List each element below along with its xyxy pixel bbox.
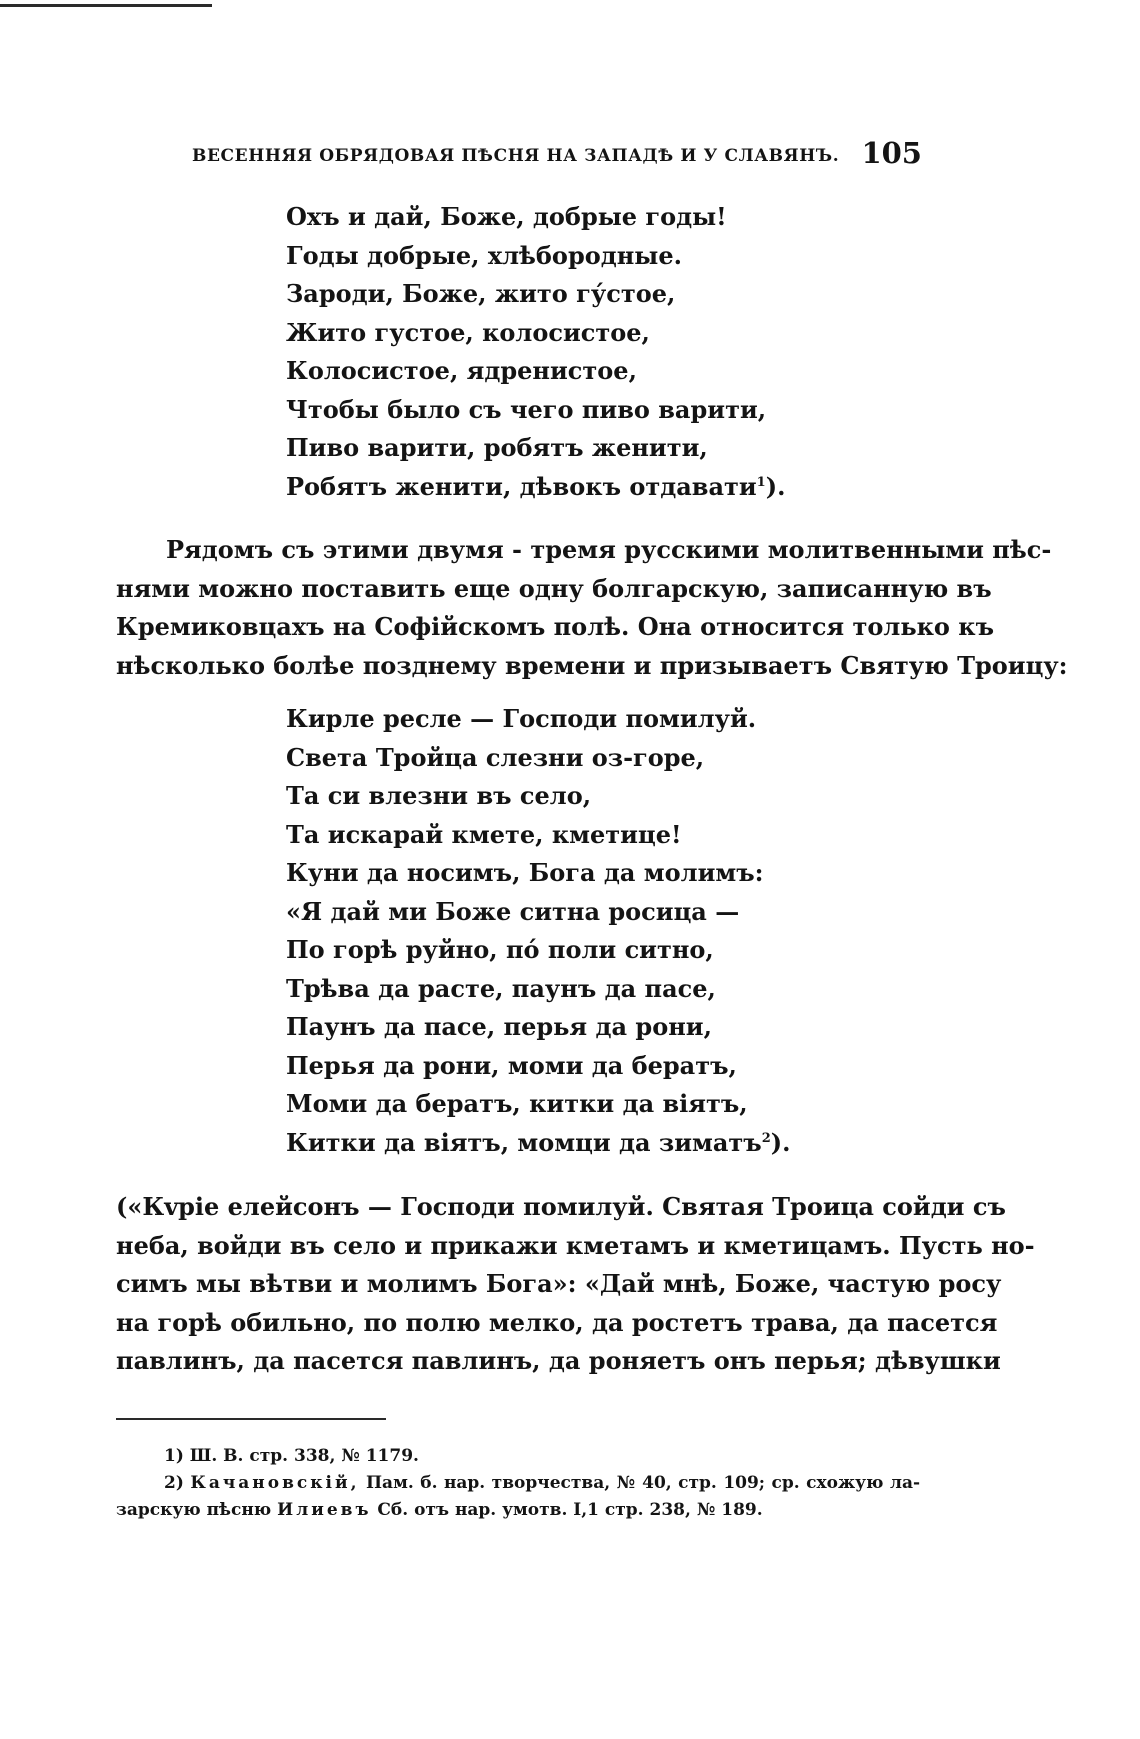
verse-line: Та искарай кмете, кметице!	[286, 819, 682, 849]
verse-line: Колосистое, ядренистое,	[286, 356, 637, 385]
verse-bulgarian-song	[286, 700, 790, 1162]
verse-line: Чтобы было съ чего пиво варити,	[286, 394, 767, 424]
footnote-2-author-2: Илиевъ	[277, 1500, 372, 1520]
paragraph-line: Рядомъ съ этими двумя - тремя русскими молитвенными пѣс-	[166, 535, 1052, 564]
verse-line: Перья да рони, моми да бератъ,	[286, 1050, 737, 1080]
footnote-2-author: Качановскій,	[190, 1473, 360, 1493]
running-head	[192, 136, 922, 176]
verse-line-text: Китки да віятъ, момци да зиматъ	[286, 1127, 762, 1157]
paragraph-line: павлинъ, да пасется павлинъ, да роняетъ онъ перья; дѣвушки	[116, 1346, 1001, 1376]
footnote-2-line-2	[116, 1497, 920, 1524]
paragraph-line: на горѣ обильно, по полю мелко, да ростетъ трава, да пасется	[116, 1307, 998, 1337]
verse-line: Паунъ да пасе, перья да рони,	[286, 1012, 712, 1041]
footnote-1: 1) Ш. В. стр. 338, № 1179.	[164, 1446, 419, 1466]
paragraph-line: («Кvріе елейсонъ — Господи помилуй. Святая Троица сойди съ	[116, 1192, 1006, 1221]
verse-line: Охъ и дай, Боже, добрые годы!	[286, 202, 727, 231]
verse-line: По горѣ руйно, пó поли ситно,	[286, 935, 714, 964]
verse-line: Света Тройца слезни оз-горе,	[286, 742, 705, 772]
verse-closing: ).	[765, 471, 786, 501]
footnotes	[116, 1443, 920, 1524]
verse-line: Та си влезни въ село,	[286, 781, 592, 810]
top-edge-rule	[0, 4, 212, 7]
footnote-2-text: Сб. отъ нар. умотв. I,1 стр. 238, № 189.	[377, 1500, 763, 1520]
verse-line: Моми да бератъ, китки да віятъ,	[286, 1089, 748, 1118]
verse-line: Жито густое, колосистое,	[286, 317, 650, 347]
verse-line: Кирле ресле — Господи помилуй.	[286, 704, 757, 733]
paragraph-line: симъ мы вѣтви и молимъ Бога»: «Дай мнѣ, Боже, частую росу	[116, 1269, 1002, 1299]
paragraph-line: неба, войди въ село и прикажи кметамъ и кметицамъ. Пусть но-	[116, 1230, 1035, 1260]
verse-line: Трѣва да расте, паунъ да пасе,	[286, 973, 716, 1003]
paragraph-bulgarian-intro	[116, 531, 1068, 685]
footnote-ref-2: 2	[761, 1130, 771, 1146]
paragraph-line: нями можно поставить еще одну болгарскую, записанную въ	[116, 573, 992, 603]
paragraph-line: нѣсколько болѣе позднему времени и призываетъ Святую Троицу:	[116, 650, 1068, 680]
footnote-2-text: зарскую пѣсню	[116, 1500, 272, 1520]
footnote-separator	[116, 1418, 386, 1420]
footnote-2-text: Пам. б. нар. творчества, № 40, стр. 109; ср. схожую ла-	[366, 1473, 921, 1493]
paragraph-translation	[116, 1188, 1035, 1381]
page-number: 105	[861, 136, 922, 170]
footnote-2-line-1	[116, 1470, 920, 1497]
paragraph-line: Кремиковцахъ на Софійскомъ полѣ. Она относится только къ	[116, 612, 995, 642]
verse-russian-song	[286, 198, 785, 506]
verse-line: Пиво варити, робятъ женити,	[286, 433, 708, 462]
verse-line: Зароди, Боже, жито гу́стое,	[286, 279, 676, 308]
verse-line: Годы добрые, хлѣбородные.	[286, 240, 682, 270]
footnote-ref-1: 1	[756, 474, 766, 490]
verse-line: Куни да носимъ, Бога да молимъ:	[286, 858, 764, 887]
running-title: ВЕСЕННЯЯ ОБРЯДОВАЯ ПѢСНЯ НА ЗАПАДѢ И У СЛАВЯНЪ.	[192, 146, 840, 166]
verse-line-text: Робятъ женити, дѣвокъ отдавати	[286, 471, 757, 501]
verse-line: «Я дай ми Боже ситна росица —	[286, 896, 740, 926]
verse-line-last	[286, 1124, 790, 1163]
verse-line-last	[286, 468, 785, 507]
verse-closing: ).	[770, 1127, 791, 1157]
footnote-2-number: 2)	[164, 1473, 184, 1493]
